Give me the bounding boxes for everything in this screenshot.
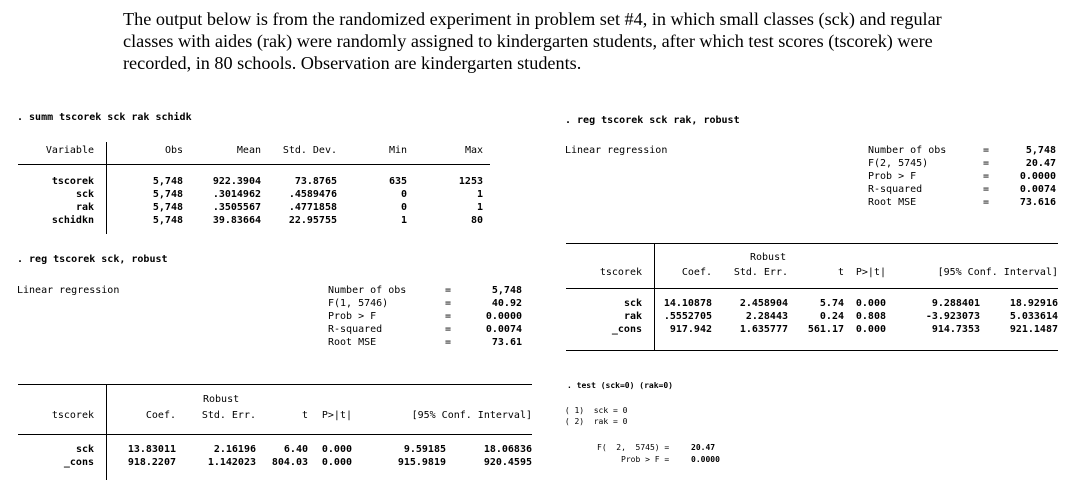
stat-eq: =	[982, 171, 990, 182]
stat-eq: =	[444, 337, 452, 348]
test-f-value: 20.47	[691, 443, 716, 452]
stat-row	[868, 157, 1056, 170]
summ-header-mean: Mean	[236, 145, 261, 156]
reg2-divider	[566, 288, 1058, 289]
reg2-cell: 5.74	[819, 298, 844, 309]
reg1-title: Linear regression	[17, 285, 120, 296]
reg2-cell: rak	[623, 311, 642, 322]
summ-cell: 39.83664	[212, 215, 261, 226]
reg2-header-p: P>|t|	[855, 267, 886, 278]
test-line-2: ( 2) rak = 0	[560, 417, 628, 426]
reg2-command: . reg tscorek sck rak, robust	[565, 115, 740, 126]
summ-table	[40, 175, 483, 227]
test-line-1: ( 1) sck = 0	[560, 406, 628, 415]
stat-label: Root MSE	[328, 337, 377, 348]
reg2-cell: 1.635777	[739, 324, 788, 335]
reg1-header-coef: Coef.	[145, 410, 176, 421]
stat-value: 73.61	[491, 337, 522, 348]
reg2-cell: sck	[623, 298, 642, 309]
reg2-cell: 0.000	[855, 324, 886, 335]
reg2-cell: 917.942	[669, 324, 712, 335]
reg2-cell: 561.17	[807, 324, 844, 335]
stat-label: Prob > F	[328, 311, 377, 322]
summ-cell: 0	[400, 189, 407, 200]
reg1-table	[40, 443, 532, 469]
summ-cell: 5,748	[152, 176, 183, 187]
reg1-header-table	[40, 409, 532, 422]
stat-row	[328, 310, 522, 323]
summ-cell: 922.3904	[212, 176, 261, 187]
reg2-cell: 0.000	[855, 298, 886, 309]
stat-label: Prob > F	[868, 171, 917, 182]
summ-cell: 1	[476, 202, 483, 213]
stat-label: F(1, 5746)	[328, 298, 389, 309]
reg1-divider	[18, 434, 532, 435]
reg2-cell: 914.7353	[931, 324, 980, 335]
stat-row	[868, 144, 1056, 157]
stat-label: Root MSE	[868, 197, 917, 208]
table-row	[40, 201, 483, 214]
stat-row	[868, 196, 1056, 209]
stat-label: R-squared	[868, 184, 923, 195]
summ-cell: .3505567	[212, 202, 261, 213]
table-row	[590, 310, 1058, 323]
reg2-top-rule	[566, 243, 1058, 244]
stat-row	[328, 336, 522, 349]
reg2-cell: -3.923073	[925, 311, 980, 322]
stat-value: 5,748	[1025, 145, 1056, 156]
reg1-cell: 0.000	[321, 444, 352, 455]
summ-header-obs: Obs	[164, 145, 183, 156]
reg1-cell: 13.83011	[127, 444, 176, 455]
stat-value: 5,748	[491, 285, 522, 296]
test-command: . test (sck=0) (rak=0)	[567, 381, 673, 390]
reg2-cell: 5.033614	[1009, 311, 1058, 322]
reg2-cell: 18.92916	[1009, 298, 1058, 309]
summ-cell: 1253	[458, 176, 483, 187]
reg1-cell: 18.06836	[483, 444, 532, 455]
stat-value: 0.0074	[485, 324, 522, 335]
reg1-cell: sck	[75, 444, 94, 455]
table-row	[40, 188, 483, 201]
reg1-cell: 2.16196	[213, 444, 256, 455]
test-p-label: Prob > F =	[621, 455, 670, 464]
reg2-cell: 9.288401	[931, 298, 980, 309]
stat-label: R-squared	[328, 324, 383, 335]
reg1-cell: 6.40	[283, 444, 308, 455]
summ-header-min: Min	[388, 145, 407, 156]
reg2-cell: 0.24	[819, 311, 844, 322]
reg2-cell: 0.808	[855, 311, 886, 322]
reg2-cell: 2.28443	[745, 311, 788, 322]
summ-divider	[18, 164, 490, 165]
stat-eq: =	[444, 311, 452, 322]
stat-eq: =	[982, 158, 990, 169]
summ-cell: 635	[388, 176, 407, 187]
summ-command: . summ tscorek sck rak schidk	[17, 112, 192, 123]
reg1-cell: 918.2207	[127, 457, 176, 468]
stat-value: 0.0074	[1019, 184, 1056, 195]
reg2-header-t: t	[837, 267, 844, 278]
table-row	[590, 297, 1058, 310]
stat-eq: =	[444, 298, 452, 309]
stat-value: 40.92	[491, 298, 522, 309]
summ-cell: .4589476	[288, 189, 337, 200]
stat-value: 0.0000	[1019, 171, 1056, 182]
reg1-top-rule	[18, 384, 532, 385]
reg2-header-depvar: tscorek	[599, 267, 642, 278]
reg2-header-se: Std. Err.	[733, 267, 788, 278]
stat-value: 20.47	[1025, 158, 1056, 169]
stat-row	[868, 183, 1056, 196]
reg1-command: . reg tscorek sck, robust	[17, 254, 168, 265]
stat-eq: =	[444, 324, 452, 335]
stat-eq: =	[982, 145, 990, 156]
reg2-table	[590, 297, 1058, 336]
summ-cell: schidkn	[51, 215, 94, 226]
stat-value: 73.616	[1019, 197, 1056, 208]
summ-cell: 5,748	[152, 189, 183, 200]
summ-cell: 22.95755	[288, 215, 337, 226]
reg1-cell: 0.000	[321, 457, 352, 468]
stat-row	[868, 170, 1056, 183]
reg1-cell: 920.4595	[483, 457, 532, 468]
reg2-cell: .5552705	[663, 311, 712, 322]
summ-cell: 1	[400, 215, 407, 226]
summ-cell: sck	[75, 189, 94, 200]
stat-value: 0.0000	[485, 311, 522, 322]
reg1-robust-label: Robust	[203, 394, 240, 405]
intro-text: The output below is from the randomized experiment in problem set #4, in which small classes (sck) and regular classes with aides (rak) were randomly assigned to kindergarten students, after which test scores (tscorek) were recorded, in 80 schools. Observation are kindergarten students.	[123, 9, 942, 73]
summ-cell: 80	[470, 215, 483, 226]
summ-cell: 0	[400, 202, 407, 213]
summ-cell: .4771858	[288, 202, 337, 213]
summ-cell: .3014962	[212, 189, 261, 200]
summ-cell: 5,748	[152, 202, 183, 213]
table-row	[40, 175, 483, 188]
stat-row	[328, 284, 522, 297]
reg2-stats	[868, 144, 1056, 209]
summ-cell: rak	[75, 202, 94, 213]
reg2-header-ci: [95% Conf. Interval]	[937, 267, 1058, 278]
reg2-header-coef: Coef.	[681, 267, 712, 278]
reg1-cell: 915.9819	[397, 457, 446, 468]
reg1-stats	[328, 284, 522, 349]
summ-cell: 1	[476, 189, 483, 200]
reg1-header-ci: [95% Conf. Interval]	[411, 410, 532, 421]
summ-cell: tscorek	[51, 176, 94, 187]
reg1-cell: 9.59185	[403, 444, 446, 455]
table-row	[40, 214, 483, 227]
reg1-header-t: t	[301, 410, 308, 421]
stat-label: Number of obs	[328, 285, 407, 296]
reg2-header-table	[590, 266, 1058, 279]
reg2-bottom-rule	[566, 350, 1058, 351]
stat-eq: =	[444, 285, 452, 296]
reg2-robust-label: Robust	[750, 252, 787, 263]
table-row	[40, 456, 532, 469]
summ-header-variable: Variable	[45, 145, 94, 156]
reg1-cell: 1.142023	[207, 457, 256, 468]
reg2-title: Linear regression	[565, 145, 668, 156]
stat-label: F(2, 5745)	[868, 158, 929, 169]
reg1-header-depvar: tscorek	[51, 410, 94, 421]
summ-cell: 73.8765	[294, 176, 337, 187]
reg2-cell: 921.1487	[1009, 324, 1058, 335]
reg2-cell: 14.10878	[663, 298, 712, 309]
test-p-value: 0.0000	[691, 455, 720, 464]
reg2-cell: _cons	[611, 324, 642, 335]
summ-header-max: Max	[464, 145, 483, 156]
reg2-cell: 2.458904	[739, 298, 788, 309]
reg1-cell: _cons	[63, 457, 94, 468]
stat-row	[328, 297, 522, 310]
table-row	[40, 443, 532, 456]
reg1-header-se: Std. Err.	[201, 410, 256, 421]
stat-eq: =	[982, 184, 990, 195]
stat-row	[328, 323, 522, 336]
table-row	[590, 323, 1058, 336]
summ-header-stddev: Std. Dev.	[282, 145, 337, 156]
stat-label: Number of obs	[868, 145, 947, 156]
reg1-cell: 804.03	[271, 457, 308, 468]
stat-eq: =	[982, 197, 990, 208]
test-f-label: F( 2, 5745) =	[597, 443, 670, 452]
summ-cell: 5,748	[152, 215, 183, 226]
reg1-header-p: P>|t|	[321, 410, 352, 421]
